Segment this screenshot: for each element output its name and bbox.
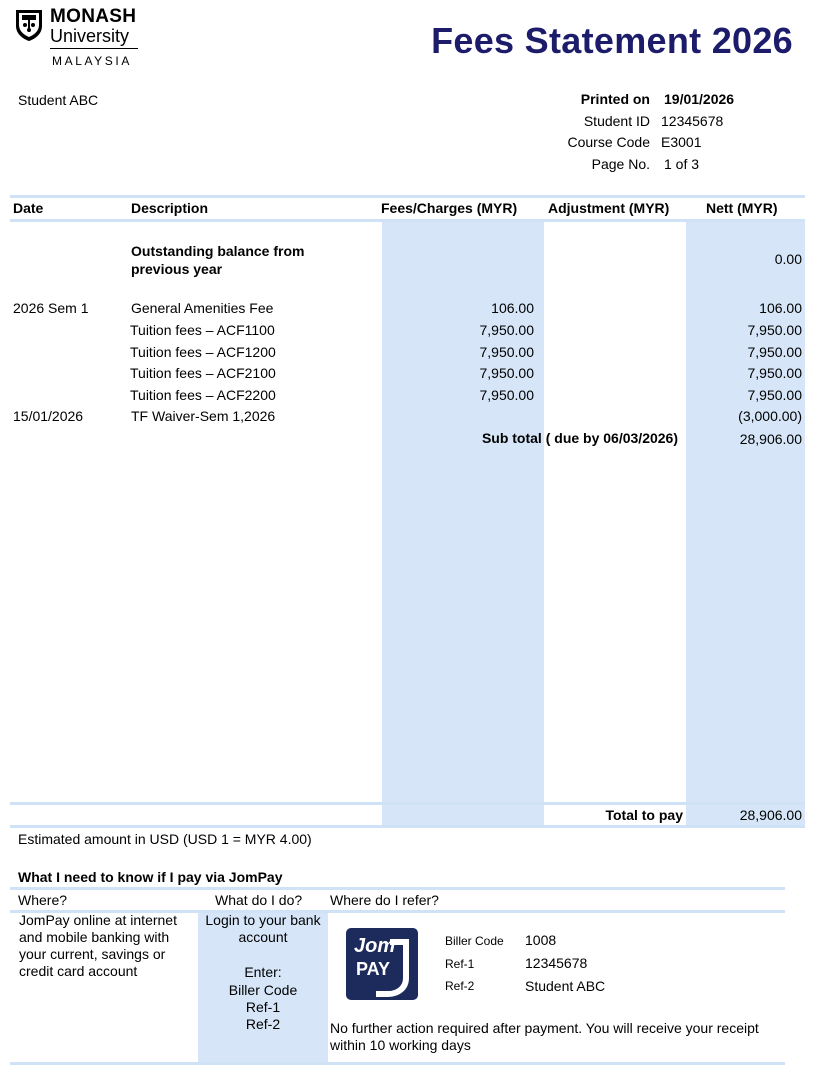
jompay-header-refer: Where do I refer? [330, 892, 439, 908]
table-top-rule [10, 195, 805, 198]
total-rule [10, 825, 805, 828]
jompay-top-rule [10, 887, 785, 890]
student-id-label: Student ID [583, 113, 650, 129]
course-code-value: E3001 [661, 134, 702, 150]
jompay-bottom-rule [10, 1062, 785, 1065]
logo-wordmark: MONASH [50, 6, 137, 27]
jompay-section-title: What I need to know if I pay via JomPay [18, 869, 283, 885]
biller-code-value: 1008 [525, 932, 557, 948]
jompay-where-text: JomPay online at internet and mobile banking with your current, savings or credit card account [19, 912, 177, 979]
ref2-value: Student ABC [525, 978, 606, 994]
subtotal-label: Sub total ( due by 06/03/2026) [481, 430, 678, 446]
ref2-label: Ref-2 [445, 979, 475, 993]
printed-on-label: Printed on [580, 91, 650, 107]
row-fees: 106.00 [491, 300, 534, 316]
row-nett: 7,950.00 [747, 344, 802, 360]
row-nett: 106.00 [759, 300, 802, 316]
column-header-fees: Fees/Charges (MYR) [381, 200, 518, 216]
row-date: 15/01/2026 [13, 408, 84, 424]
page-number-value: 1 of 3 [664, 156, 700, 172]
jompay-step-ref2: Ref-2 [245, 1016, 281, 1032]
row-fees: 7,950.00 [479, 387, 534, 403]
row-nett: (3,000.00) [738, 408, 802, 424]
column-header-date: Date [13, 200, 44, 216]
row-description: Tuition fees – ACF2100 [130, 365, 276, 381]
opening-balance-label: Outstanding balance from previous year [131, 243, 305, 277]
biller-code-label: Biller Code [445, 934, 504, 948]
student-name: Student ABC [18, 92, 99, 108]
jompay-header-where: Where? [18, 892, 68, 908]
jompay-step-biller: Biller Code [228, 982, 298, 998]
row-description: General Amenities Fee [131, 300, 274, 316]
jompay-step-ref1: Ref-1 [245, 999, 281, 1015]
table-bottom-rule [10, 802, 805, 805]
jompay-logo-icon [346, 928, 418, 1000]
logo-subtitle: University [50, 26, 130, 46]
row-nett: 7,950.00 [747, 387, 802, 403]
jompay-login-text: Login to your bank account [205, 912, 321, 945]
column-header-adjustment: Adjustment (MYR) [548, 200, 670, 216]
column-header-description: Description [131, 200, 209, 216]
row-nett: 7,950.00 [747, 322, 802, 338]
student-id-value: 12345678 [661, 113, 724, 129]
row-description: Tuition fees – ACF1200 [130, 344, 276, 360]
row-nett: 7,950.00 [747, 365, 802, 381]
table-header-rule [10, 219, 805, 222]
row-date: 2026 Sem 1 [13, 300, 89, 316]
logo-divider [50, 48, 138, 49]
opening-balance-value: 0.00 [774, 251, 802, 267]
column-header-nett: Nett (MYR) [706, 200, 778, 216]
row-fees: 7,950.00 [479, 322, 534, 338]
logo-country: MALAYSIA [52, 54, 132, 68]
ref1-label: Ref-1 [445, 957, 475, 971]
usd-estimate: Estimated amount in USD (USD 1 = MYR 4.00) [18, 831, 312, 847]
jompay-logo-bottom: PAY [356, 959, 391, 979]
row-fees: 7,950.00 [479, 344, 534, 360]
row-fees: 7,950.00 [479, 365, 534, 381]
jompay-header-what: What do I do? [215, 892, 303, 908]
printed-on-value: 19/01/2026 [664, 91, 735, 107]
page-title: Fees Statement 2026 [431, 20, 793, 61]
row-description: TF Waiver-Sem 1,2026 [131, 408, 276, 424]
page-number-label: Page No. [591, 156, 650, 172]
jompay-note: No further action required after payment. You will receive your receipt within 10 working days [330, 1020, 759, 1053]
total-label: Total to pay [605, 807, 683, 823]
row-description: Tuition fees – ACF2200 [130, 387, 276, 403]
row-description: Tuition fees – ACF1100 [130, 322, 275, 338]
monash-crest-icon [14, 8, 44, 42]
jompay-enter-text: Enter: [244, 964, 282, 980]
ref1-value: 12345678 [525, 955, 588, 971]
course-code-label: Course Code [567, 134, 650, 150]
jompay-logo-top: Jom [354, 935, 396, 957]
total-value: 28,906.00 [739, 807, 802, 823]
subtotal-value: 28,906.00 [739, 431, 802, 447]
